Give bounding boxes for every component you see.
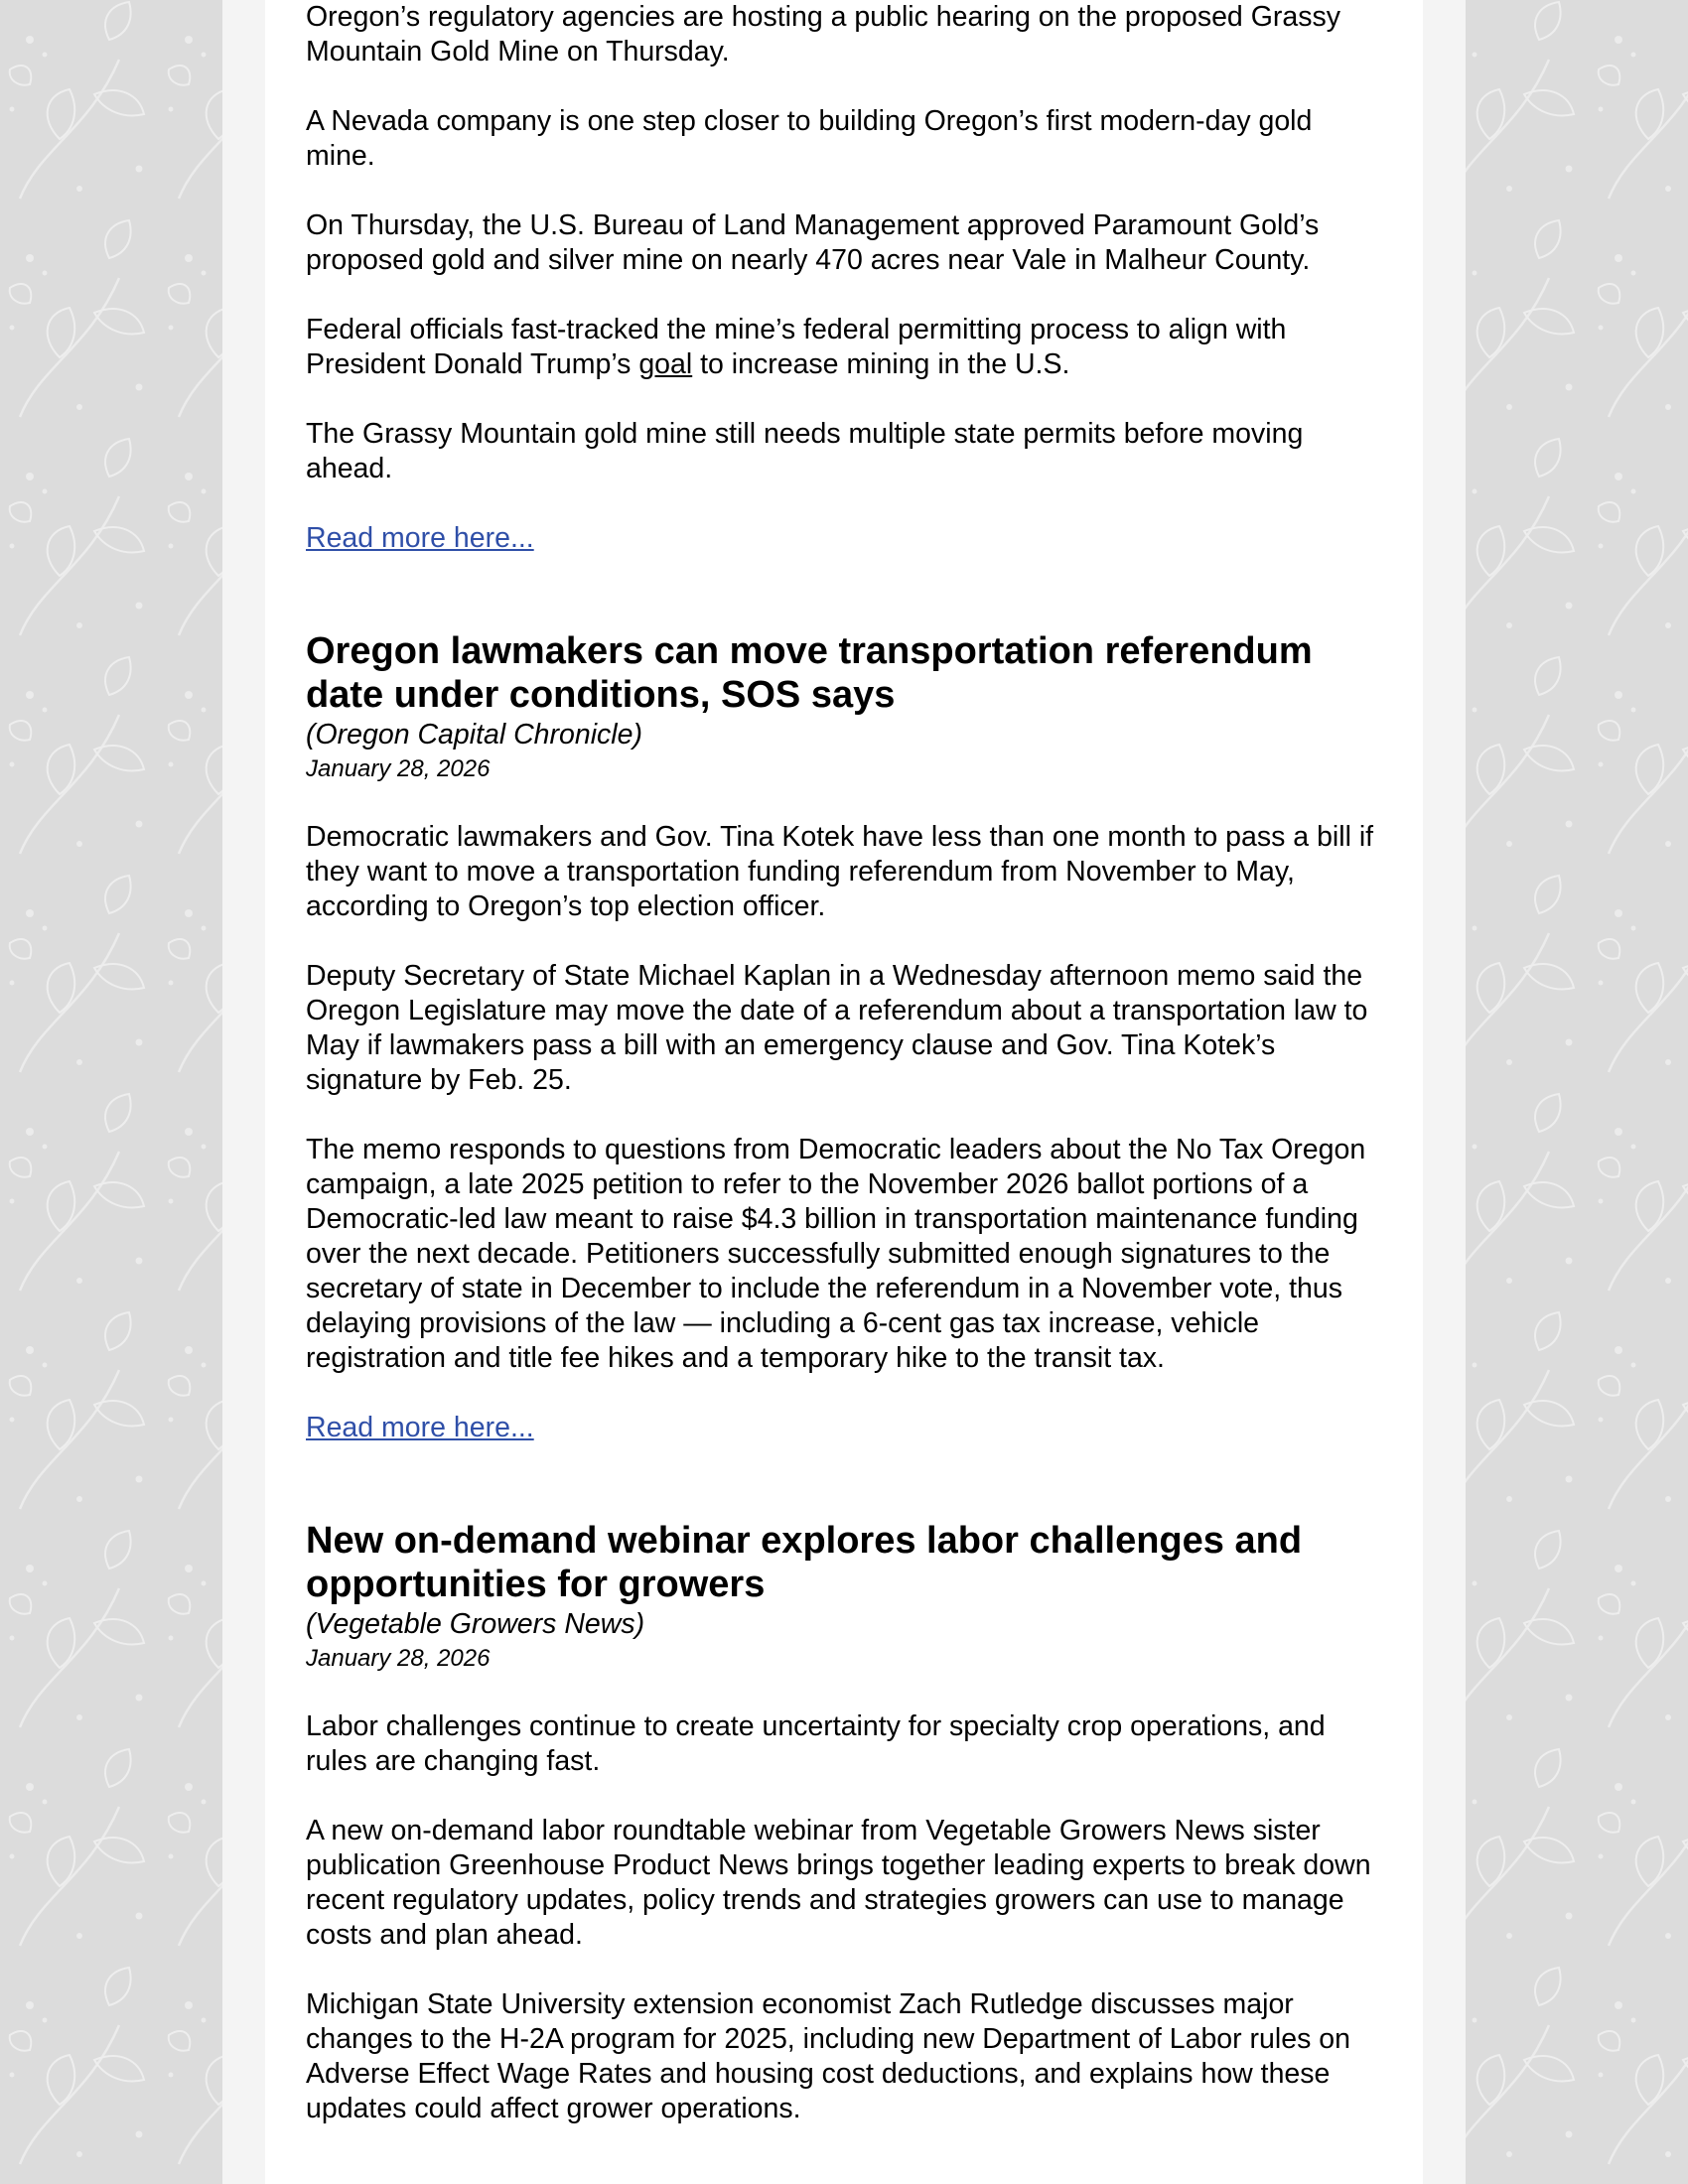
article-paragraph: Deputy Secretary of State Michael Kaplan in a Wednesday afternoon memo said the Oregon Legislature may move the date of a referendum about a transportation law to May if lawmakers pass a bill with an emergency clause and Gov. Tina Kotek’s signature by Feb. 25. bbox=[306, 960, 1368, 1096]
article-title: New on-demand webinar explores labor challenges and opportunities for growers bbox=[306, 1520, 1303, 1605]
article-intro: Oregon’s regulatory agencies are hosting a public hearing on the proposed Grassy Mountain Gold Mine on Thursday. bbox=[306, 1, 1340, 68]
article-paragraph: A new on-demand labor roundtable webinar from Vegetable Growers News sister publication Greenhouse Product News brings together leading experts to break down recent regulatory updates, policy trends and strategies growers can use to manage costs and plan ahead. bbox=[306, 1815, 1371, 1951]
article-date: January 28, 2026 bbox=[306, 755, 491, 782]
article-paragraph bbox=[306, 313, 1383, 382]
read-more-link[interactable]: Read more here... bbox=[306, 1412, 534, 1443]
article-paragraph: A Nevada company is one step closer to building Oregon’s first modern-day gold mine. bbox=[306, 105, 1313, 172]
read-more-link[interactable]: Read more here... bbox=[306, 522, 534, 554]
article-paragraph: Labor challenges continue to create uncertainty for specialty crop operations, and rules are changing fast. bbox=[306, 1710, 1326, 1777]
article-transportation-referendum bbox=[306, 629, 1383, 1445]
article-paragraph: Democratic lawmakers and Gov. Tina Kotek have less than one month to pass a bill if they want to move a transportation funding referendum from November to May, according to Oregon’s top election officer. bbox=[306, 821, 1374, 922]
paragraph-text: to increase mining in the U.S. bbox=[692, 348, 1070, 380]
newsletter-content bbox=[306, 0, 1383, 2161]
article-date: January 28, 2026 bbox=[306, 1645, 491, 1672]
article-paragraph: On Thursday, the U.S. Bureau of Land Management approved Paramount Gold’s proposed gold and silver mine on nearly 470 acres near Vale in Malheur County. bbox=[306, 209, 1320, 276]
article-source: (Oregon Capital Chronicle) bbox=[306, 719, 642, 751]
paragraph-text: Federal officials fast-tracked the mine’s federal permitting process to align with President Donald Trump’s bbox=[306, 314, 1287, 380]
goal-link[interactable]: goal bbox=[638, 348, 693, 380]
article-paragraph: The Grassy Mountain gold mine still needs multiple state permits before moving ahead. bbox=[306, 418, 1304, 484]
article-grassy-mountain bbox=[306, 0, 1383, 556]
article-paragraph: The memo responds to questions from Democratic leaders about the No Tax Oregon campaign, a late 2025 petition to refer to the November 2026 ballot portions of a Democratic-led law meant to raise $4.3 billion in transportation maintenance funding over the next decade. Petitioners successfully submitted enough signatures to the secretary of state in December to include the referendum in a November vote, thus delaying provisions of the law — including a 6-cent gas tax increase, vehicle registration and title fee hikes and a temporary hike to the transit tax. bbox=[306, 1134, 1366, 1374]
article-paragraph: Michigan State University extension economist Zach Rutledge discusses major changes to the H-2A program for 2025, including new Department of Labor rules on Adverse Effect Wage Rates and housing cost deductions, and explains how these updates could affect grower operations. bbox=[306, 1988, 1350, 2124]
article-labor-webinar bbox=[306, 1519, 1383, 2126]
article-source: (Vegetable Growers News) bbox=[306, 1608, 645, 1640]
article-title: Oregon lawmakers can move transportation referendum date under conditions, SOS says bbox=[306, 630, 1313, 716]
